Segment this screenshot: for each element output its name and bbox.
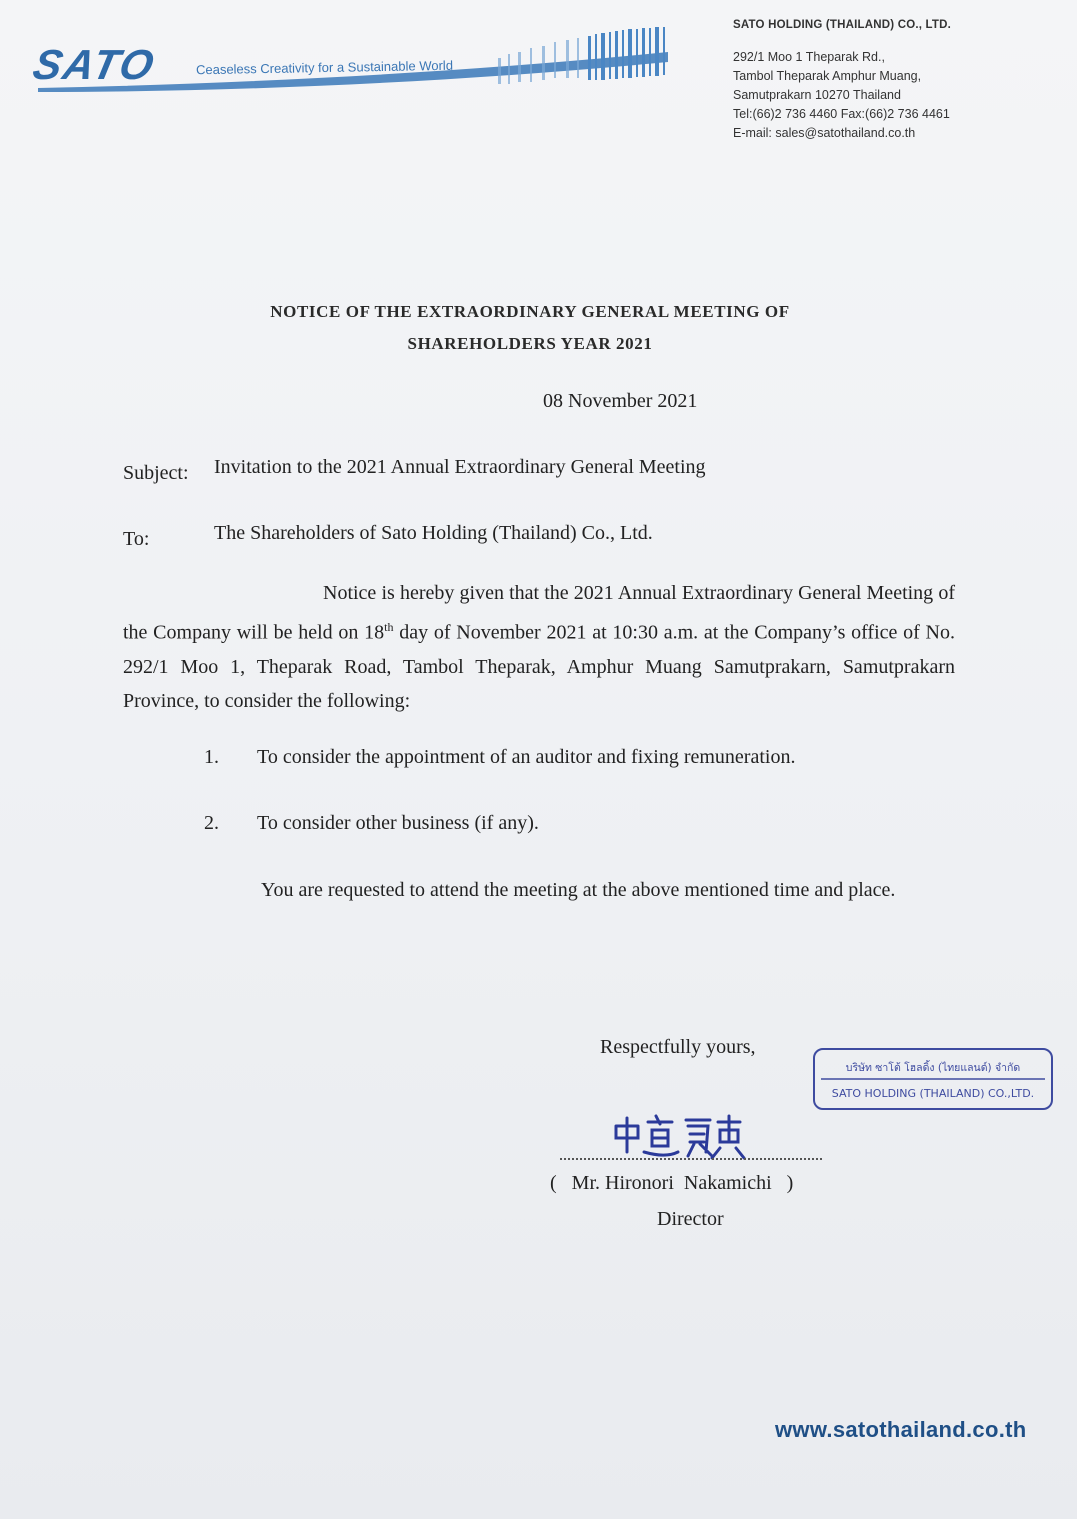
agenda-number: 2. (204, 812, 219, 834)
paragraph-text-cont: day of November 2021 at 10:30 a.m. at the Company’s office of No. 292/1 Moo 1, Theparak Road, Tambol Theparak, Amphur Muang Samutprakarn, Samutprakarn Province, to consider the following: (123, 621, 955, 712)
signer-title: Director (657, 1208, 724, 1230)
signer-name: ( Mr. Hironori Nakamichi ) (550, 1172, 794, 1194)
address-line: 292/1 Moo 1 Theparak Rd., (733, 50, 885, 64)
closing-paragraph: You are requested to attend the meeting at the above mentioned time and place. (261, 879, 896, 901)
complimentary-close: Respectfully yours, (600, 1036, 756, 1058)
phone-fax: Tel:(66)2 736 4460 Fax:(66)2 736 4461 (733, 107, 950, 121)
stamp-thai-text: บริษัท ซาโต้ โฮลดิ้ง (ไทยแลนด์) จำกัด (845, 1062, 1021, 1074)
stamp-text-graphic (815, 1050, 1051, 1108)
recipient-text: The Shareholders of Sato Holding (Thailand) Co., Ltd. (214, 522, 653, 544)
notice-date: 08 November 2021 (543, 390, 698, 412)
company-address-block (733, 16, 1063, 143)
address-line: Samutprakarn 10270 Thailand (733, 88, 901, 102)
paragraph-text: Notice is hereby given that the 2021 Annual Extraordinary General Meeting of the Company will be held on 18 (123, 582, 955, 644)
agenda-text: To consider the appointment of an auditor and fixing remuneration. (257, 746, 796, 768)
logo-wordmark: SATO (29, 41, 160, 88)
agenda-text: To consider other business (if any). (257, 812, 539, 834)
title-line-1: NOTICE OF THE EXTRAORDINARY GENERAL MEETING OF (270, 302, 790, 321)
agenda-number: 1. (204, 746, 219, 768)
notice-paragraph (123, 576, 955, 718)
company-name: SATO HOLDING (THAILAND) CO., LTD. (733, 19, 952, 31)
handwritten-signature (608, 1112, 748, 1162)
to-label: To: (123, 528, 150, 550)
subject-text: Invitation to the 2021 Annual Extraordinary General Meeting (214, 456, 706, 478)
notice-title (180, 296, 880, 360)
signature-line (560, 1158, 822, 1160)
subject-label: Subject: (123, 462, 189, 484)
company-stamp (813, 1048, 1053, 1110)
email: E-mail: sales@satothailand.co.th (733, 126, 916, 140)
sato-logo (28, 22, 688, 102)
address-line: Tambol Theparak Amphur Muang, (733, 69, 922, 83)
stamp-english-text: SATO HOLDING (THAILAND) CO.,LTD. (831, 1087, 1035, 1100)
website-url: www.satothailand.co.th (775, 1417, 1027, 1442)
ordinal-suffix: th (384, 620, 394, 634)
title-line-2: SHAREHOLDERS YEAR 2021 (407, 334, 653, 353)
tagline: Ceaseless Creativity for a Sustainable World (195, 57, 454, 78)
